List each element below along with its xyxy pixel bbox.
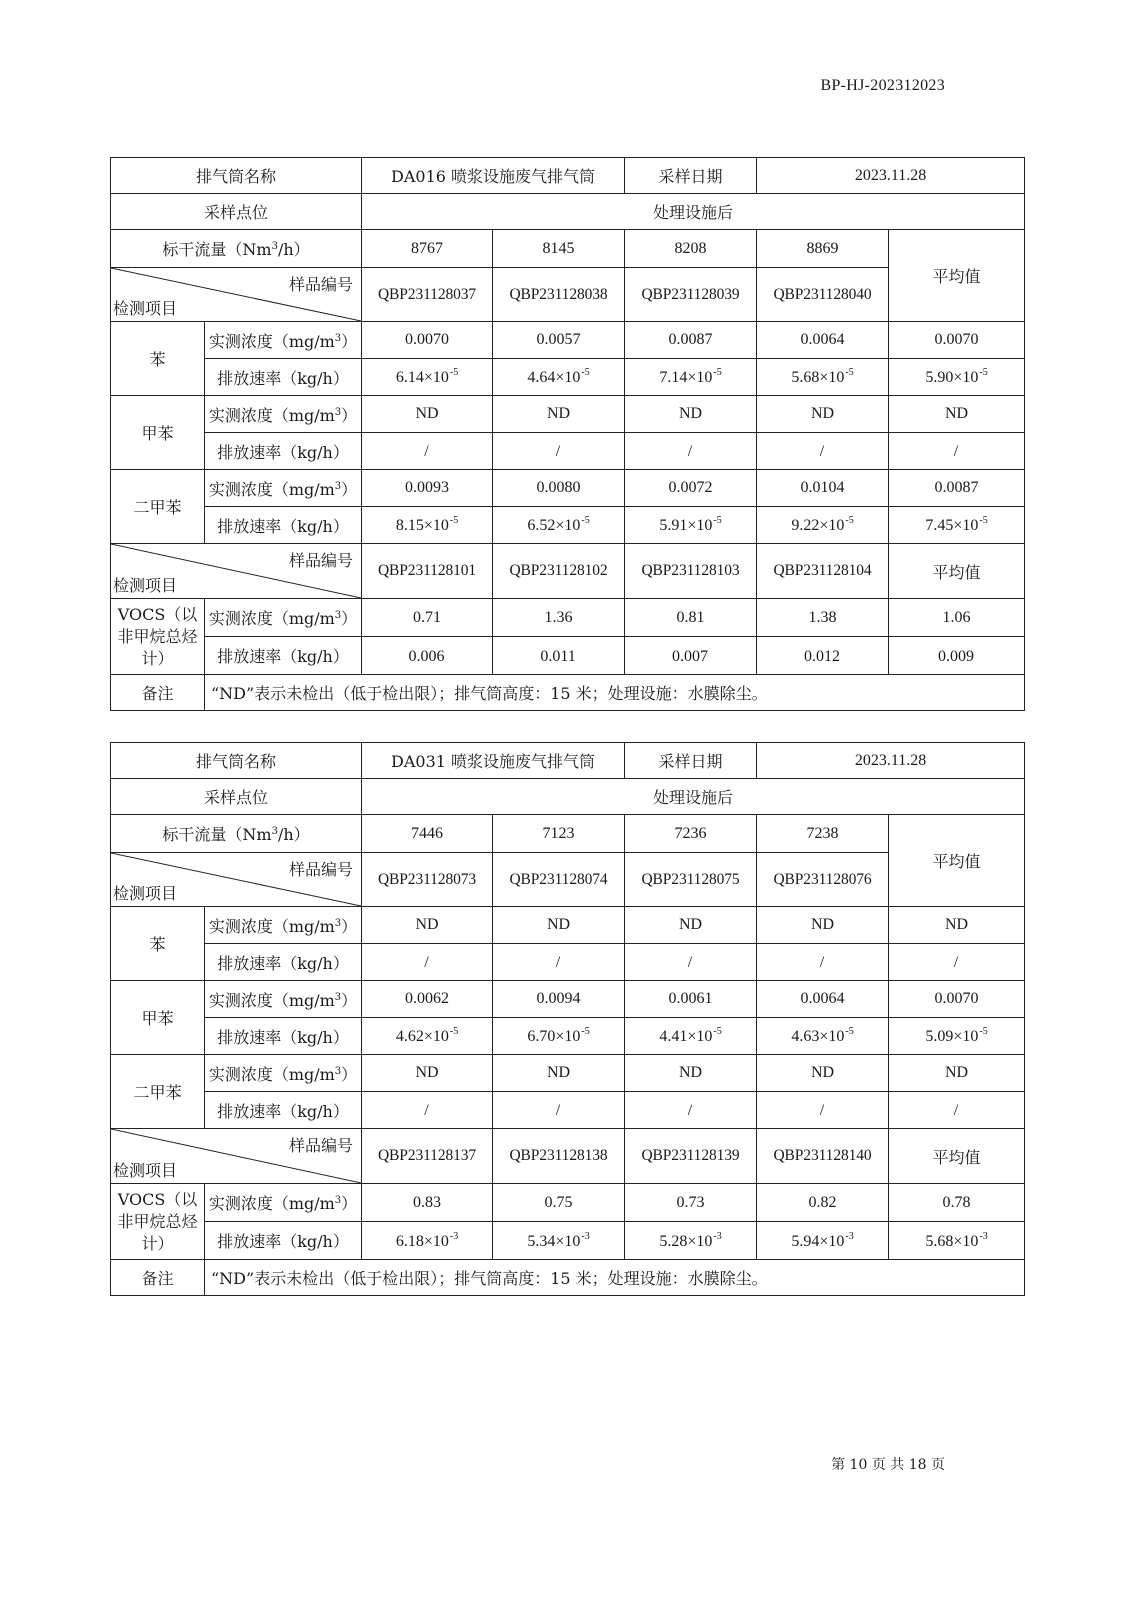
- voc-rate-average: [889, 1222, 1025, 1260]
- rate-average: [889, 944, 1025, 981]
- emission-rate: 0.011: [540, 647, 576, 665]
- emission-rate: $4.63\times 10^{-5}$: [791, 1026, 854, 1045]
- emission-rate: $5.09\times 10^{-5}$: [925, 1026, 988, 1045]
- rate-value: [362, 1092, 493, 1129]
- conc-label-cell: [205, 396, 362, 433]
- test-item-label: 检测项目: [113, 1161, 178, 1180]
- pollutant-rate-row: [111, 1018, 1025, 1055]
- voc-sample-id: QBP231128101: [362, 544, 493, 599]
- emission-rate: /: [687, 954, 693, 971]
- rate-value: [493, 1018, 625, 1055]
- emission-rate: /: [953, 954, 959, 971]
- header-diagonal-b: [111, 544, 362, 599]
- conc-label: 实测浓度$(mg/m^3)$: [208, 609, 358, 628]
- emission-rate: /: [819, 954, 825, 971]
- voc-rate-row: [111, 637, 1025, 675]
- emission-rate: 0.012: [804, 647, 841, 665]
- voc-conc-value: 0.82: [757, 1184, 889, 1222]
- sample-id: QBP231128037: [362, 268, 493, 322]
- emission-rate: $8.15\times 10^{-5}$: [395, 515, 459, 534]
- header-diagonal-b: [111, 1129, 362, 1184]
- pollutant-rate-row: [111, 359, 1025, 396]
- rate-label: 排放速率（kg/h）: [205, 944, 362, 981]
- rate-value: [493, 944, 625, 981]
- conc-value: ND: [362, 907, 493, 944]
- rate-value: [625, 1018, 757, 1055]
- conc-average: 0.0087: [889, 470, 1025, 507]
- voc-rate-value: [493, 1222, 625, 1260]
- conc-value: ND: [493, 396, 625, 433]
- emission-rate: $5.90\times 10^{-5}$: [925, 367, 988, 386]
- rate-value: [362, 433, 493, 470]
- point-row: [111, 194, 1025, 230]
- voc-conc-value: 0.75: [493, 1184, 625, 1222]
- sample-no-label: 样品编号: [289, 860, 354, 879]
- rate-label: 排放速率（kg/h）: [205, 359, 362, 396]
- pollutant-rate-row: [111, 1092, 1025, 1129]
- conc-value: ND: [493, 1055, 625, 1092]
- conc-value: 0.0087: [625, 322, 757, 359]
- rate-average: [889, 433, 1025, 470]
- rate-average: [889, 359, 1025, 396]
- rate-value: [757, 359, 889, 396]
- remark-row: [111, 675, 1025, 711]
- flow-value: 7236: [625, 815, 757, 853]
- sample-no-label: 样品编号: [289, 1136, 354, 1155]
- rate-average: [889, 1018, 1025, 1055]
- conc-value: 0.0072: [625, 470, 757, 507]
- conc-value: 0.0057: [493, 322, 625, 359]
- conc-value: ND: [625, 907, 757, 944]
- voc-conc-value: 1.36: [493, 599, 625, 637]
- emission-rate: /: [555, 443, 561, 460]
- sample-id: QBP231128074: [493, 853, 625, 907]
- voc-rate-value: [362, 1222, 493, 1260]
- sample-point-label: 采样点位: [111, 194, 362, 230]
- test-item-label: 检测项目: [113, 576, 178, 595]
- rate-value: [625, 1092, 757, 1129]
- emission-rate: $7.14\times 10^{-5}$: [659, 367, 722, 386]
- voc-sample-id: QBP231128103: [625, 544, 757, 599]
- voc-rate-value: [625, 637, 757, 675]
- emission-table-2: [110, 742, 1025, 1296]
- emission-rate: $5.68\times 10^{-5}$: [791, 367, 854, 386]
- pollutant-name: 二甲苯: [111, 1055, 205, 1129]
- rate-label: 排放速率（kg/h）: [205, 1222, 362, 1260]
- conc-value: ND: [362, 1055, 493, 1092]
- emission-rate: $4.62\times 10^{-5}$: [395, 1026, 459, 1045]
- voc-name: VOCS（以非甲烷总烃计）: [111, 599, 205, 675]
- pollutant-name: 苯: [111, 322, 205, 396]
- pollutant-name: 甲苯: [111, 981, 205, 1055]
- rate-average: [889, 1092, 1025, 1129]
- conc-value: ND: [757, 1055, 889, 1092]
- pollutant-conc-row: [111, 396, 1025, 433]
- stack-name-label: 排气筒名称: [111, 158, 362, 194]
- rate-value: [625, 433, 757, 470]
- pollutant-rate-row: [111, 944, 1025, 981]
- pollutant-conc-row: [111, 1055, 1025, 1092]
- emission-rate: 0.007: [672, 647, 709, 665]
- rate-label: 排放速率（kg/h）: [205, 1018, 362, 1055]
- rate-value: [493, 1092, 625, 1129]
- emission-rate: $5.94\times 10^{-3}$: [791, 1230, 854, 1250]
- emission-table-1: [110, 157, 1025, 711]
- sample-id: QBP231128073: [362, 853, 493, 907]
- rate-value: [625, 507, 757, 544]
- voc-conc-average: 0.78: [889, 1184, 1025, 1222]
- flow-label-cell: [111, 230, 362, 268]
- conc-value: ND: [493, 907, 625, 944]
- voc-conc-value: 0.81: [625, 599, 757, 637]
- rate-value: [625, 944, 757, 981]
- sample-date-label: 采样日期: [625, 158, 757, 194]
- voc-sample-id: QBP231128138: [493, 1129, 625, 1184]
- conc-average: 0.0070: [889, 981, 1025, 1018]
- voc-rate-value: [362, 637, 493, 675]
- rate-value: [362, 1018, 493, 1055]
- rate-label: 排放速率（kg/h）: [205, 1092, 362, 1129]
- remark-text: “ND”表示未检出（低于检出限）；排气筒高度：15 米；处理设施：水膜除尘。: [205, 675, 1025, 711]
- emission-rate: $4.64\times 10^{-5}$: [527, 367, 590, 386]
- average-header: 平均值: [889, 230, 1025, 322]
- emission-rate: /: [687, 443, 693, 460]
- conc-value: 0.0094: [493, 981, 625, 1018]
- voc-sample-id: QBP231128137: [362, 1129, 493, 1184]
- sample-header-row: [111, 268, 1025, 322]
- voc-sample-id: QBP231128104: [757, 544, 889, 599]
- voc-conc-row: [111, 1184, 1025, 1222]
- rate-value: [362, 359, 493, 396]
- rate-value: [625, 359, 757, 396]
- voc-conc-average: 1.06: [889, 599, 1025, 637]
- voc-rate-row: [111, 1222, 1025, 1260]
- sample-no-label: 样品编号: [289, 275, 354, 294]
- page-number: 第 10 页 共 18 页: [831, 1457, 945, 1473]
- conc-value: 0.0064: [757, 981, 889, 1018]
- conc-average: ND: [889, 907, 1025, 944]
- sample-id: QBP231128040: [757, 268, 889, 322]
- flow-value: 8869: [757, 230, 889, 268]
- conc-value: 0.0062: [362, 981, 493, 1018]
- pollutant-name: 二甲苯: [111, 470, 205, 544]
- flow-row: [111, 230, 1025, 268]
- sample-no-label: 样品编号: [289, 551, 354, 570]
- flow-value: 8767: [362, 230, 493, 268]
- emission-rate: $6.18\times 10^{-3}$: [395, 1230, 459, 1250]
- conc-label-cell: [205, 1184, 362, 1222]
- conc-label: 实测浓度$(mg/m^3)$: [208, 405, 358, 425]
- conc-label: 实测浓度$(mg/m^3)$: [208, 990, 358, 1010]
- document-number: BP-HJ-202312023: [820, 77, 945, 94]
- pollutant-conc-row: [111, 907, 1025, 944]
- voc-sample-header-row: [111, 1129, 1025, 1184]
- emission-rate: /: [424, 443, 429, 460]
- remark-row: [111, 1260, 1025, 1296]
- rate-value: [757, 1018, 889, 1055]
- emission-rate: $6.14\times 10^{-5}$: [395, 367, 459, 386]
- voc-sample-id: QBP231128102: [493, 544, 625, 599]
- voc-conc-value: 0.83: [362, 1184, 493, 1222]
- conc-value: 0.0070: [362, 322, 493, 359]
- conc-average: ND: [889, 1055, 1025, 1092]
- remark-label: 备注: [111, 1260, 205, 1296]
- pollutant-conc-row: [111, 470, 1025, 507]
- emission-rate: 0.009: [938, 647, 975, 665]
- emission-rate: $5.91\times 10^{-5}$: [659, 515, 722, 534]
- average-header: 平均值: [889, 815, 1025, 907]
- emission-rate: /: [424, 1102, 429, 1119]
- voc-sample-header-row: [111, 544, 1025, 599]
- conc-label-cell: [205, 470, 362, 507]
- emission-rate: $5.68\times 10^{-3}$: [925, 1230, 988, 1250]
- rate-label: 排放速率（kg/h）: [205, 507, 362, 544]
- stack-row: [111, 743, 1025, 779]
- rate-value: [757, 433, 889, 470]
- emission-rate: $9.22\times 10^{-5}$: [791, 515, 854, 534]
- voc-sample-id: QBP231128139: [625, 1129, 757, 1184]
- emission-rate: /: [819, 1102, 825, 1119]
- conc-value: ND: [625, 396, 757, 433]
- sample-id: QBP231128076: [757, 853, 889, 907]
- sample-header-row: [111, 853, 1025, 907]
- conc-value: ND: [362, 396, 493, 433]
- voc-name: VOCS（以非甲烷总烃计）: [111, 1184, 205, 1260]
- voc-sample-id: QBP231128140: [757, 1129, 889, 1184]
- voc-rate-average: [889, 637, 1025, 675]
- emission-rate: $6.70\times 10^{-5}$: [527, 1026, 590, 1045]
- pollutant-conc-row: [111, 322, 1025, 359]
- sample-date-value: 2023.11.28: [757, 158, 1025, 194]
- conc-value: 0.0080: [493, 470, 625, 507]
- voc-conc-row: [111, 599, 1025, 637]
- pollutant-name: 苯: [111, 907, 205, 981]
- flow-label-cell: [111, 815, 362, 853]
- remark-label: 备注: [111, 675, 205, 711]
- conc-value: ND: [625, 1055, 757, 1092]
- conc-label-cell: [205, 907, 362, 944]
- stack-row: [111, 158, 1025, 194]
- flow-label: 标干流量（Nm$^3$/h）: [162, 825, 310, 844]
- stack-name-label: 排气筒名称: [111, 743, 362, 779]
- conc-label: 实测浓度$(mg/m^3)$: [208, 479, 358, 499]
- flow-row: [111, 815, 1025, 853]
- rate-value: [493, 359, 625, 396]
- rate-value: [757, 944, 889, 981]
- rate-label: 排放速率（kg/h）: [205, 433, 362, 470]
- conc-label: 实测浓度$(mg/m^3)$: [208, 916, 358, 936]
- conc-value: 0.0064: [757, 322, 889, 359]
- conc-label: 实测浓度$(mg/m^3)$: [208, 1194, 358, 1213]
- voc-rate-value: [493, 637, 625, 675]
- conc-value: 0.0061: [625, 981, 757, 1018]
- average-header: 平均值: [889, 544, 1025, 599]
- flow-value: 7446: [362, 815, 493, 853]
- sample-date-value: 2023.11.28: [757, 743, 1025, 779]
- emission-rate: $4.41\times 10^{-5}$: [659, 1026, 722, 1045]
- flow-label: 标干流量（Nm$^3$/h）: [162, 240, 310, 259]
- voc-rate-value: [757, 1222, 889, 1260]
- pollutant-name: 甲苯: [111, 396, 205, 470]
- sample-id: QBP231128039: [625, 268, 757, 322]
- stack-name-value: DA031 喷浆设施废气排气筒: [362, 743, 625, 779]
- conc-label: 实测浓度$(mg/m^3)$: [208, 1064, 358, 1084]
- test-item-label: 检测项目: [113, 299, 178, 318]
- flow-value: 7123: [493, 815, 625, 853]
- emission-rate: /: [953, 1102, 959, 1119]
- emission-rate: $7.45\times 10^{-5}$: [925, 515, 988, 534]
- sample-id: QBP231128075: [625, 853, 757, 907]
- voc-rate-value: [757, 637, 889, 675]
- header-diagonal-a: [111, 268, 362, 322]
- sample-date-label: 采样日期: [625, 743, 757, 779]
- rate-value: [493, 507, 625, 544]
- header-diagonal-a: [111, 853, 362, 907]
- point-row: [111, 779, 1025, 815]
- emission-rate: /: [687, 1102, 693, 1119]
- remark-text: “ND”表示未检出（低于检出限）；排气筒高度：15 米；处理设施：水膜除尘。: [205, 1260, 1025, 1296]
- rate-value: [362, 944, 493, 981]
- emission-rate: /: [953, 443, 959, 460]
- conc-label-cell: [205, 981, 362, 1018]
- sample-point-label: 采样点位: [111, 779, 362, 815]
- average-header: 平均值: [889, 1129, 1025, 1184]
- conc-label-cell: [205, 322, 362, 359]
- sample-point-value: 处理设施后: [362, 779, 1025, 815]
- emission-rate: 0.006: [408, 647, 445, 665]
- voc-conc-value: 0.73: [625, 1184, 757, 1222]
- pollutant-rate-row: [111, 507, 1025, 544]
- voc-rate-value: [625, 1222, 757, 1260]
- emission-rate: $5.34\times 10^{-3}$: [527, 1230, 590, 1250]
- rate-value: [362, 507, 493, 544]
- flow-value: 8145: [493, 230, 625, 268]
- rate-value: [757, 507, 889, 544]
- emission-rate: /: [424, 954, 429, 971]
- conc-value: 0.0104: [757, 470, 889, 507]
- pollutant-rate-row: [111, 433, 1025, 470]
- pollutant-conc-row: [111, 981, 1025, 1018]
- rate-average: [889, 507, 1025, 544]
- conc-label-cell: [205, 1055, 362, 1092]
- conc-value: ND: [757, 907, 889, 944]
- rate-label: 排放速率（kg/h）: [205, 637, 362, 675]
- conc-value: ND: [757, 396, 889, 433]
- conc-value: 0.0093: [362, 470, 493, 507]
- flow-value: 7238: [757, 815, 889, 853]
- conc-label-cell: [205, 599, 362, 637]
- flow-value: 8208: [625, 230, 757, 268]
- conc-average: 0.0070: [889, 322, 1025, 359]
- voc-conc-value: 0.71: [362, 599, 493, 637]
- conc-average: ND: [889, 396, 1025, 433]
- test-item-label: 检测项目: [113, 884, 178, 903]
- sample-point-value: 处理设施后: [362, 194, 1025, 230]
- emission-rate: /: [555, 1102, 561, 1119]
- voc-conc-value: 1.38: [757, 599, 889, 637]
- emission-rate: /: [555, 954, 561, 971]
- sample-id: QBP231128038: [493, 268, 625, 322]
- stack-name-value: DA016 喷浆设施废气排气筒: [362, 158, 625, 194]
- emission-rate: /: [819, 443, 825, 460]
- emission-rate: $5.28\times 10^{-3}$: [659, 1230, 722, 1250]
- emission-rate: $6.52\times 10^{-5}$: [527, 515, 590, 534]
- rate-value: [493, 433, 625, 470]
- conc-label: 实测浓度$(mg/m^3)$: [208, 331, 358, 351]
- rate-value: [757, 1092, 889, 1129]
